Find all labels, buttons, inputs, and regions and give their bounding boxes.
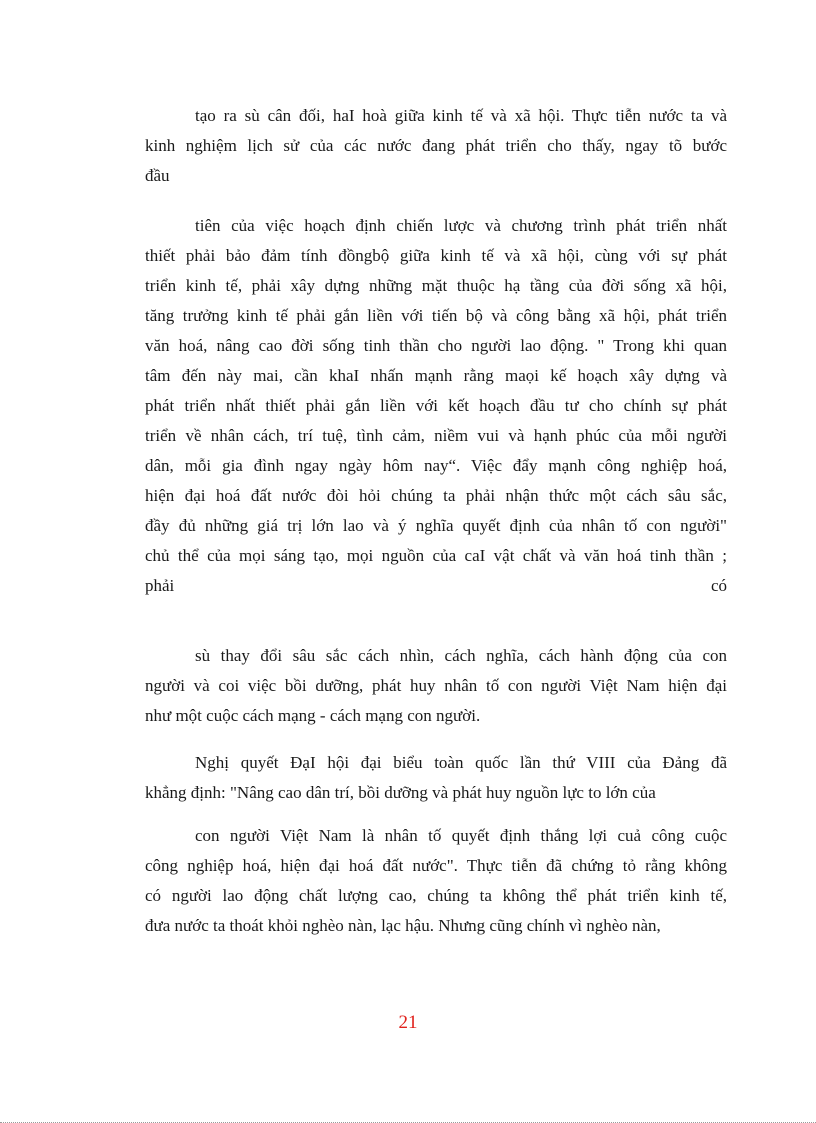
text-line: kinh nghiệm lịch sử của các nước đang phát triển cho thấy, ngay tõ bước bbox=[145, 136, 727, 155]
text-line: tiên của việc hoạch định chiến lược và chương trình phát triển nhất bbox=[195, 216, 727, 235]
paragraph-3 bbox=[145, 641, 727, 731]
spread-word-right: có bbox=[710, 576, 727, 595]
text-line: phát triển nhất thiết phải gắn liền với kết hoạch đầu tư cho chính sự phát bbox=[145, 396, 727, 415]
text-line: thiết phải bảo đảm tính đồngbộ giữa kinh tế và xã hội, cùng với sự phát bbox=[145, 246, 727, 265]
page-number: 21 bbox=[398, 1012, 418, 1033]
text-line: dân, mỗi gia đình ngay ngày hôm nay“. Việc đẩy mạnh công nghiệp hoá, bbox=[145, 456, 727, 475]
text-line: đầu bbox=[145, 166, 170, 185]
text-line: khẳng định: "Nâng cao dân trí, bồi dưỡng và phát huy nguồn lực to lớn của bbox=[145, 783, 656, 802]
text-line: con người Việt Nam là nhân tố quyết định thắng lợi cuả công cuộc bbox=[195, 826, 727, 845]
text-line: tăng trưởng kinh tế phải gắn liền với tiến bộ và công bằng xã hội, phát triển bbox=[145, 306, 727, 325]
text-line: công nghiệp hoá, hiện đại hoá đất nước". Thực tiễn đã chứng tỏ rằng không bbox=[145, 856, 727, 875]
text-line: đưa nước ta thoát khỏi nghèo nàn, lạc hậu. Nhưng cũng chính vì nghèo nàn, bbox=[145, 916, 661, 935]
text-line: Nghị quyết ĐạI hội đại biểu toàn quốc lần thứ VIII của Đảng đã bbox=[195, 753, 727, 772]
paragraph-1 bbox=[145, 101, 727, 191]
spread-word-left: phải bbox=[145, 576, 175, 595]
paragraph-2 bbox=[145, 211, 727, 601]
text-line: sù thay đổi sâu sắc cách nhìn, cách nghĩa, cách hành động của con bbox=[195, 646, 727, 665]
text-line: triển về nhân cách, trí tuệ, tình cảm, niềm vui và hạnh phúc của mỗi người bbox=[145, 426, 727, 445]
text-line: đầy đủ những giá trị lớn lao và ý nghĩa quyết định của nhân tố con người" bbox=[145, 516, 727, 535]
text-line: tâm đến này mai, cần khaI nhấn mạnh rằng maọi kế hoạch xây dựng và bbox=[145, 366, 727, 385]
text-line: chủ thể của mọi sáng tạo, mọi nguồn của caI vật chất và văn hoá tinh thần ; bbox=[145, 546, 727, 565]
text-line: người và coi việc bồi dưỡng, phát huy nhân tố con người Việt Nam hiện đại bbox=[145, 676, 727, 695]
text-line: hiện đại hoá đất nước đòi hỏi chúng ta phải nhận thức một cách sâu sắc, bbox=[145, 486, 727, 505]
text-line: triển kinh tế, phải xây dựng những mặt thuộc hạ tầng của đời sống xã hội, bbox=[145, 276, 727, 295]
paragraph-4 bbox=[145, 748, 727, 808]
spread-line bbox=[145, 571, 727, 601]
text-line: như một cuộc cách mạng - cách mạng con người. bbox=[145, 706, 481, 725]
paragraph-5 bbox=[145, 821, 727, 941]
text-line: văn hoá, nâng cao đời sống tinh thần cho người lao động. " Trong khi quan bbox=[145, 336, 727, 355]
text-line: tạo ra sù cân đối, haI hoà giữa kinh tế và xã hội. Thực tiễn nước ta và bbox=[195, 106, 727, 125]
text-line: có người lao động chất lượng cao, chúng ta không thể phát triển kinh tế, bbox=[145, 886, 727, 905]
